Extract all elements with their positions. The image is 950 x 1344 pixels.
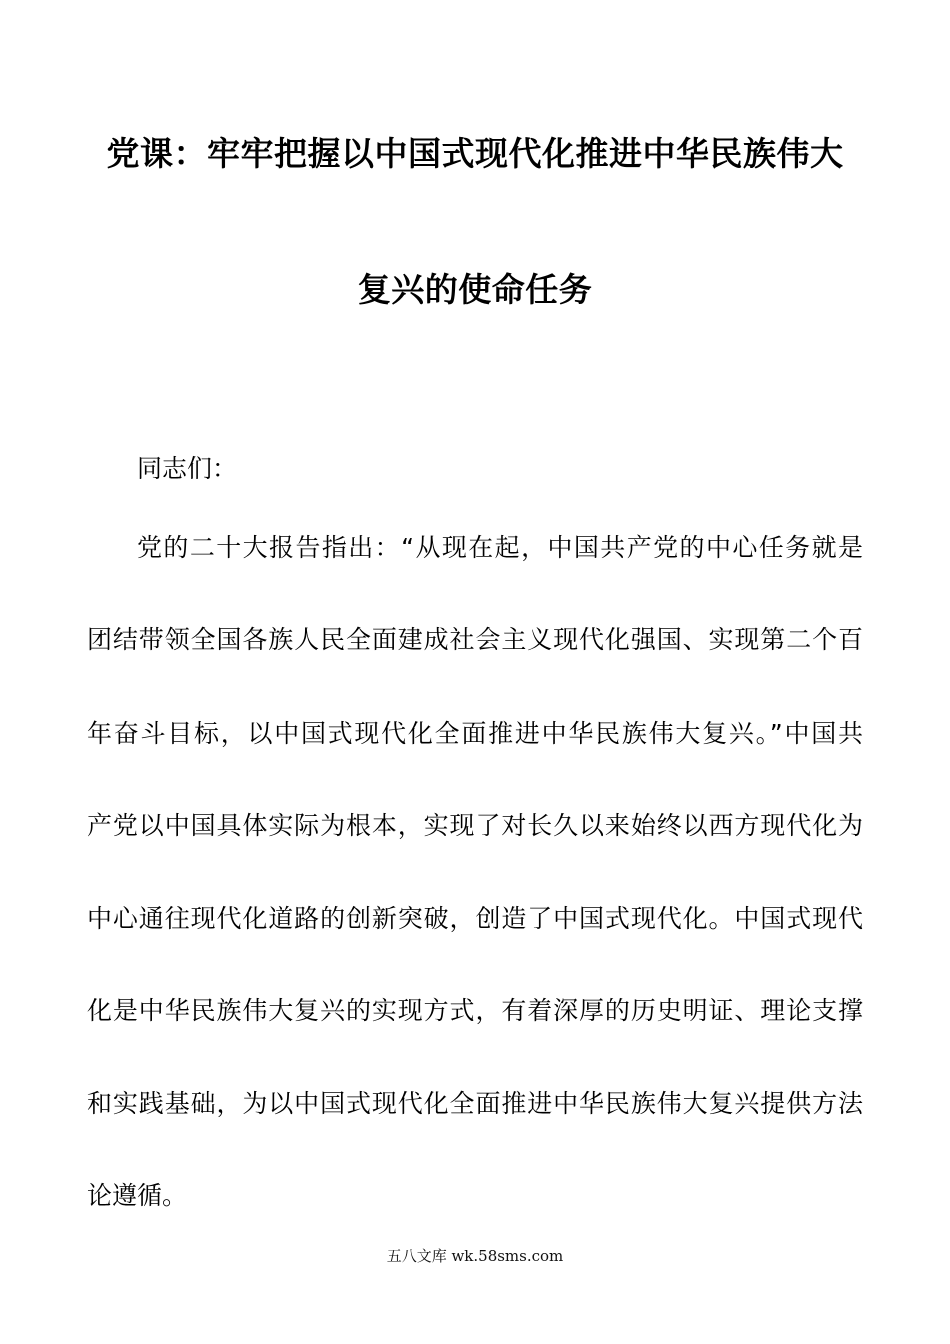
paragraph-line: 年奋斗目标，以中国式现代化全面推进中华民族伟大复兴。”中国共 [87,719,863,748]
paragraph-line: 团结带领全国各族人民全面建成社会主义现代化强国、实现第二个百 [87,625,863,654]
paragraph-line: 中心通往现代化道路的创新突破，创造了中国式现代化。中国式现代 [87,904,863,933]
paragraph-line: 产党以中国具体实际为根本，实现了对长久以来始终以西方现代化为 [87,811,863,840]
document-title-line-1: 党课：牢牢把握以中国式现代化推进中华民族伟大 [106,134,844,173]
footer-watermark: 五八文库 wk.58sms.com [386,1247,564,1265]
document-title-line-2: 复兴的使命任务 [357,270,593,309]
paragraph-line: 党的二十大报告指出：“从现在起，中国共产党的中心任务就是 [137,533,863,562]
paragraph-line: 和实践基础，为以中国式现代化全面推进中华民族伟大复兴提供方法 [87,1089,863,1118]
salutation: 同志们： [137,454,238,483]
paragraph-line: 论遵循。 [87,1181,188,1210]
paragraph-line: 化是中华民族伟大复兴的实现方式，有着深厚的历史明证、理论支撑 [87,996,863,1025]
